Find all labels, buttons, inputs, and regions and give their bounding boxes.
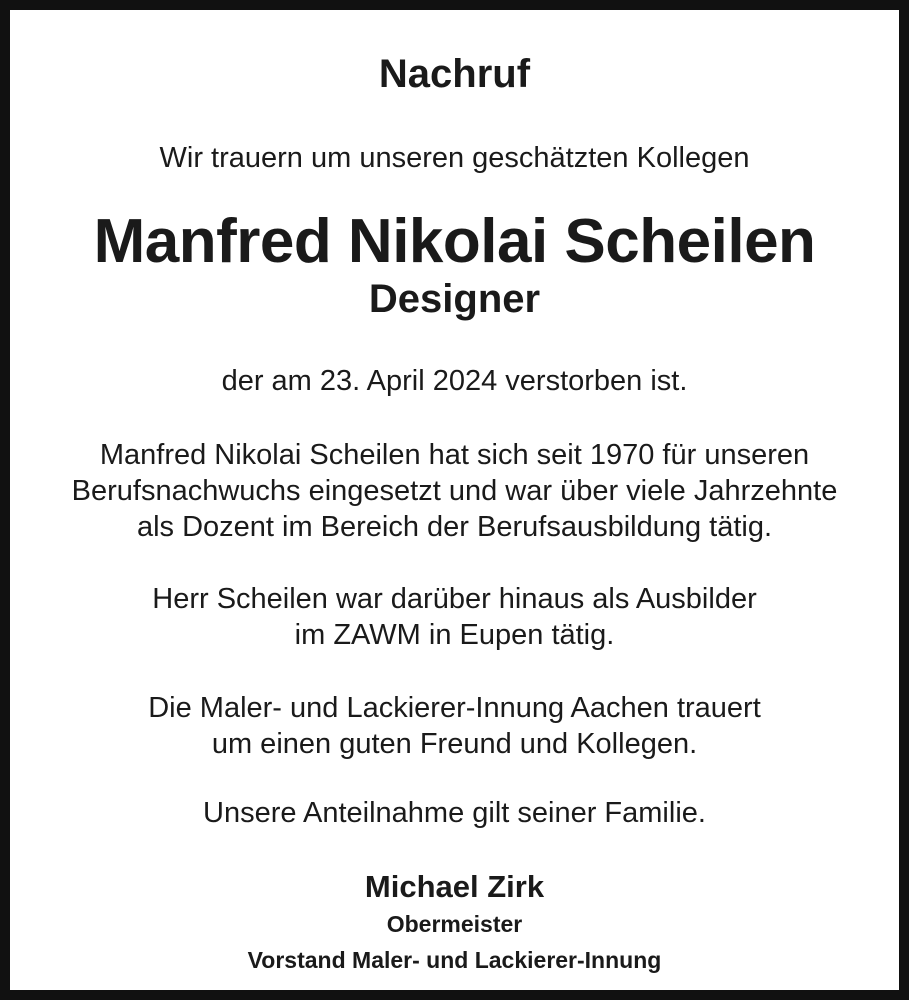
signer-name: Michael Zirk — [364, 869, 545, 904]
death-date-line: der am 23. April 2024 verstorben ist. — [221, 365, 688, 397]
guild-paragraph-line: Die Maler- und Lackierer-Innung Aachen trauert — [148, 692, 761, 724]
trainer-paragraph — [20, 581, 889, 653]
notice-heading: Nachruf — [378, 52, 531, 96]
condolence-line: Unsere Anteilnahme gilt seiner Familie. — [203, 797, 706, 829]
deceased-profession: Designer — [368, 277, 541, 321]
career-paragraph-line: als Dozent im Bereich der Berufsausbildung tätig. — [136, 511, 773, 543]
career-paragraph-line: Berufsnachwuchs eingesetzt und war über viele Jahrzehnte — [71, 475, 838, 507]
signer-organization: Vorstand Maler- und Lackierer-Innung — [247, 947, 662, 973]
guild-paragraph-line: um einen guten Freund und Kollegen. — [211, 728, 698, 760]
deceased-name: Manfred Nikolai Scheilen — [93, 207, 816, 276]
guild-paragraph — [20, 690, 889, 762]
signer-title: Obermeister — [386, 911, 523, 937]
intro-text: Wir trauern um unseren geschätzten Kollegen — [159, 142, 750, 174]
trainer-paragraph-line: Herr Scheilen war darüber hinaus als Ausbilder — [152, 583, 757, 615]
career-paragraph — [20, 437, 889, 545]
career-paragraph-line: Manfred Nikolai Scheilen hat sich seit 1970 für unseren — [99, 439, 810, 471]
trainer-paragraph-line: im ZAWM in Eupen tätig. — [294, 619, 615, 651]
